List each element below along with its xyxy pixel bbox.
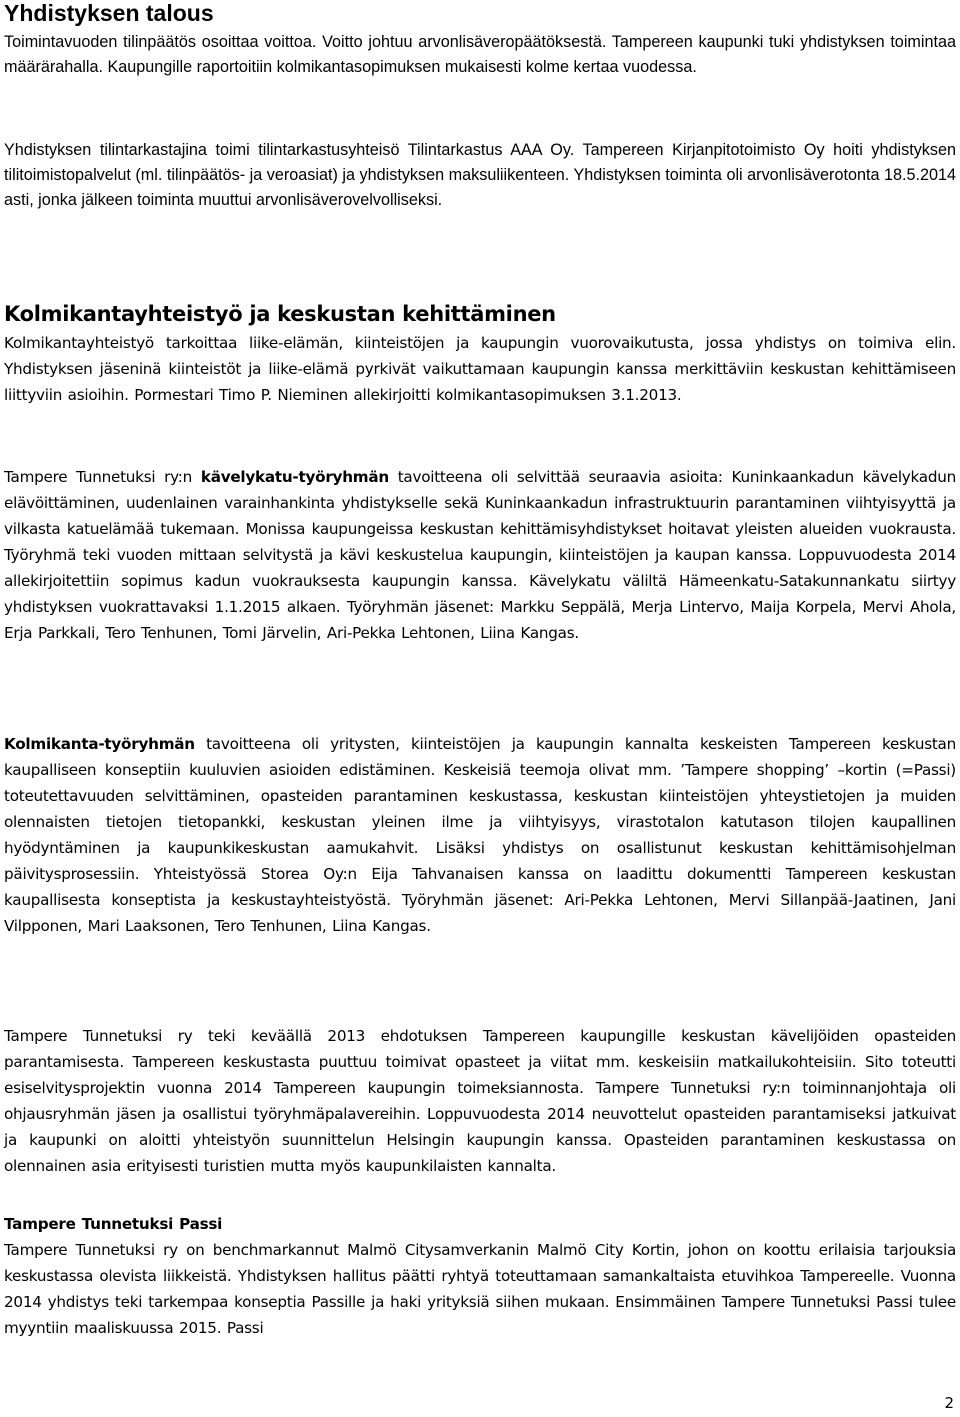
cooperation-paragraph-1: Kolmikantayhteistyö tarkoittaa liike-elämän, kiinteistöjen ja kaupungin vuorovaikutusta, jossa yhdistys on toimiva elin. Yhdistyksen jäseninä kiinteistöt ja liike-elämä pyrkivät vaikuttamaan kaupungin kanssa merkittäviin keskustan kehittämiseen liittyviin asioihin. Pormestari Timo P. Nieminen allekirjoitti kolmikantasopimuksen 3.1.2013. bbox=[4, 334, 956, 404]
section-title-cooperation: Kolmikantayhteistyö ja keskustan kehittäminen bbox=[4, 302, 556, 326]
finances-paragraph-1: Toimintavuoden tilinpäätös osoittaa voittoa. Voitto johtuu arvonlisäveropäätöksestä. Tampereen kaupunki tuki yhdistyksen toimintaa määrärahalla. Kaupungille raportoitiin kolmikantasopimuksen mukaisesti kolme kertaa vuodessa. bbox=[4, 33, 956, 76]
signage-paragraph: Tampere Tunnetuksi ry teki keväällä 2013 ehdotuksen Tampereen kaupungille keskustan kävelijöiden opasteiden parantamisesta. Tampereen keskustasta puuttuu toimivat opasteet ja viitat mm. keskeisiin matkailukohteisiin. Sito toteutti esiselvitysprojektin vuonna 2014 Tampereen kaupungin toimeksiannosta. Tampere Tunnetuksi ry:n toiminnanjohtaja oli ohjausryhmän jäsen ja osallistui työryhmäpalavereihin. Loppuvuodesta 2014 neuvottelut opasteiden parantamiseksi jatkuivat ja kaupunki on aloitti yhteistyön suunnittelun Helsingin kaupungin kanssa. Opasteiden parantaminen keskustassa on olennainen asia erityisesti turistien mutta myös kaupunkilaisten kannalta. bbox=[4, 1027, 956, 1175]
finances-paragraph-2: Yhdistyksen tilintarkastajina toimi tilintarkastusyhteisö Tilintarkastus AAA Oy. Tampereen Kirjanpitotoimisto Oy hoiti yhdistyksen tilitoimistopalvelut (ml. tilinpäätös- ja veroasiat) ja yhdistyksen maksuliikenteen. Yhdistyksen toiminta oli arvonlisäverotonta 18.5.2014 asti, jonka jälkeen toiminta muuttui arvonlisäverovelvolliseksi. bbox=[4, 141, 956, 209]
walking-street-paragraph bbox=[4, 464, 956, 646]
passi-paragraph bbox=[4, 1211, 956, 1341]
tripartite-group-paragraph bbox=[4, 731, 956, 939]
page-number: 2 bbox=[944, 1394, 954, 1412]
section-title-finances: Yhdistyksen talous bbox=[4, 0, 214, 26]
passi-heading: Tampere Tunnetuksi Passi bbox=[4, 1215, 223, 1233]
walking-street-body: tavoitteena oli selvittää seuraavia asioita: Kuninkaankadun kävelykadun elävöittäminen, uudenlainen varainhankinta yhdistykselle sekä Kuninkaankadun infrastruktuurin parantaminen viihtyisyyttä ja vilkasta katuelämää tukemaan. Monissa kaupungeissa keskustan kehittämisyhdistykset hoitavat yleisten alueiden vuokrausta. Työryhmä teki vuoden mittaan selvitystä ja kävi keskustelua kaupungin, kiinteistöjen ja kaupan kanssa. Loppuvuodesta 2014 allekirjoitettiin sopimus kadun vuokrauksesta kaupungin kanssa. Kävelykatu väliltä Hämeenkatu-Satakunnankatu siirtyy yhdistyksen vuokrattavaksi 1.1.2015 alkaen. Työryhmän jäsenet: Markku Seppälä, Merja Lintervo, Maija Korpela, Mervi Ahola, Erja Parkkali, Tero Tenhunen, Tomi Järvelin, Ari-Pekka Lehtonen, Liina Kangas. bbox=[4, 468, 957, 642]
passi-body: Tampere Tunnetuksi ry on benchmarkannut Malmö Citysamverkanin Malmö City Kortin, johon on koottu erilaisia tarjouksia keskustassa olevista liikkeistä. Yhdistyksen hallitus päätti ryhtyä toteuttamaan samankaltaista etuvihkoa Tampereelle. Vuonna 2014 yhdistys teki tarkempaa konseptia Passille ja haki yrityksiä siihen mukaan. Ensimmäinen Tampere Tunnetuksi Passi tulee myyntiin maaliskuussa 2015. Passi bbox=[4, 1241, 956, 1337]
walking-street-group-name: kävelykatu-työryhmän bbox=[200, 468, 389, 486]
walking-street-intro: Tampere Tunnetuksi ry:n bbox=[4, 468, 201, 486]
tripartite-group-name: Kolmikanta-työryhmän bbox=[4, 735, 195, 753]
tripartite-group-body: tavoitteena oli yritysten, kiinteistöjen ja kaupungin kannalta keskeisten Tampereen keskustan kaupalliseen konseptiin kuuluvien asioiden edistäminen. Keskeisiä teemoja olivat mm. ’Tampere shopping’ –kortin (=Passi) toteutettavuuden selvittäminen, opasteiden parantaminen keskustassa, keskustan kiinteistöjen yhteystietojen ja muiden olennaisten tietojen tietopankki, keskustan yleinen ilme ja viihtyisyys, virastotalon katutason tilojen kaupallinen hyödyntäminen ja kaupunkikeskustan aamukahvit. Lisäksi yhdistys on osallistunut keskustan kehittämisohjelman päivitysprosessiin. Yhteistyössä Storea Oy:n Eija Tahvanaisen kanssa on laadittu dokumentti Tampereen keskustan kaupallisesta konseptista ja keskustayhteistyöstä. Työryhmän jäsenet: Ari-Pekka Lehtonen, Mervi Sillanpää-Jaatinen, Jani Vilpponen, Mari Laaksonen, Tero Tenhunen, Liina Kangas. bbox=[4, 735, 956, 935]
